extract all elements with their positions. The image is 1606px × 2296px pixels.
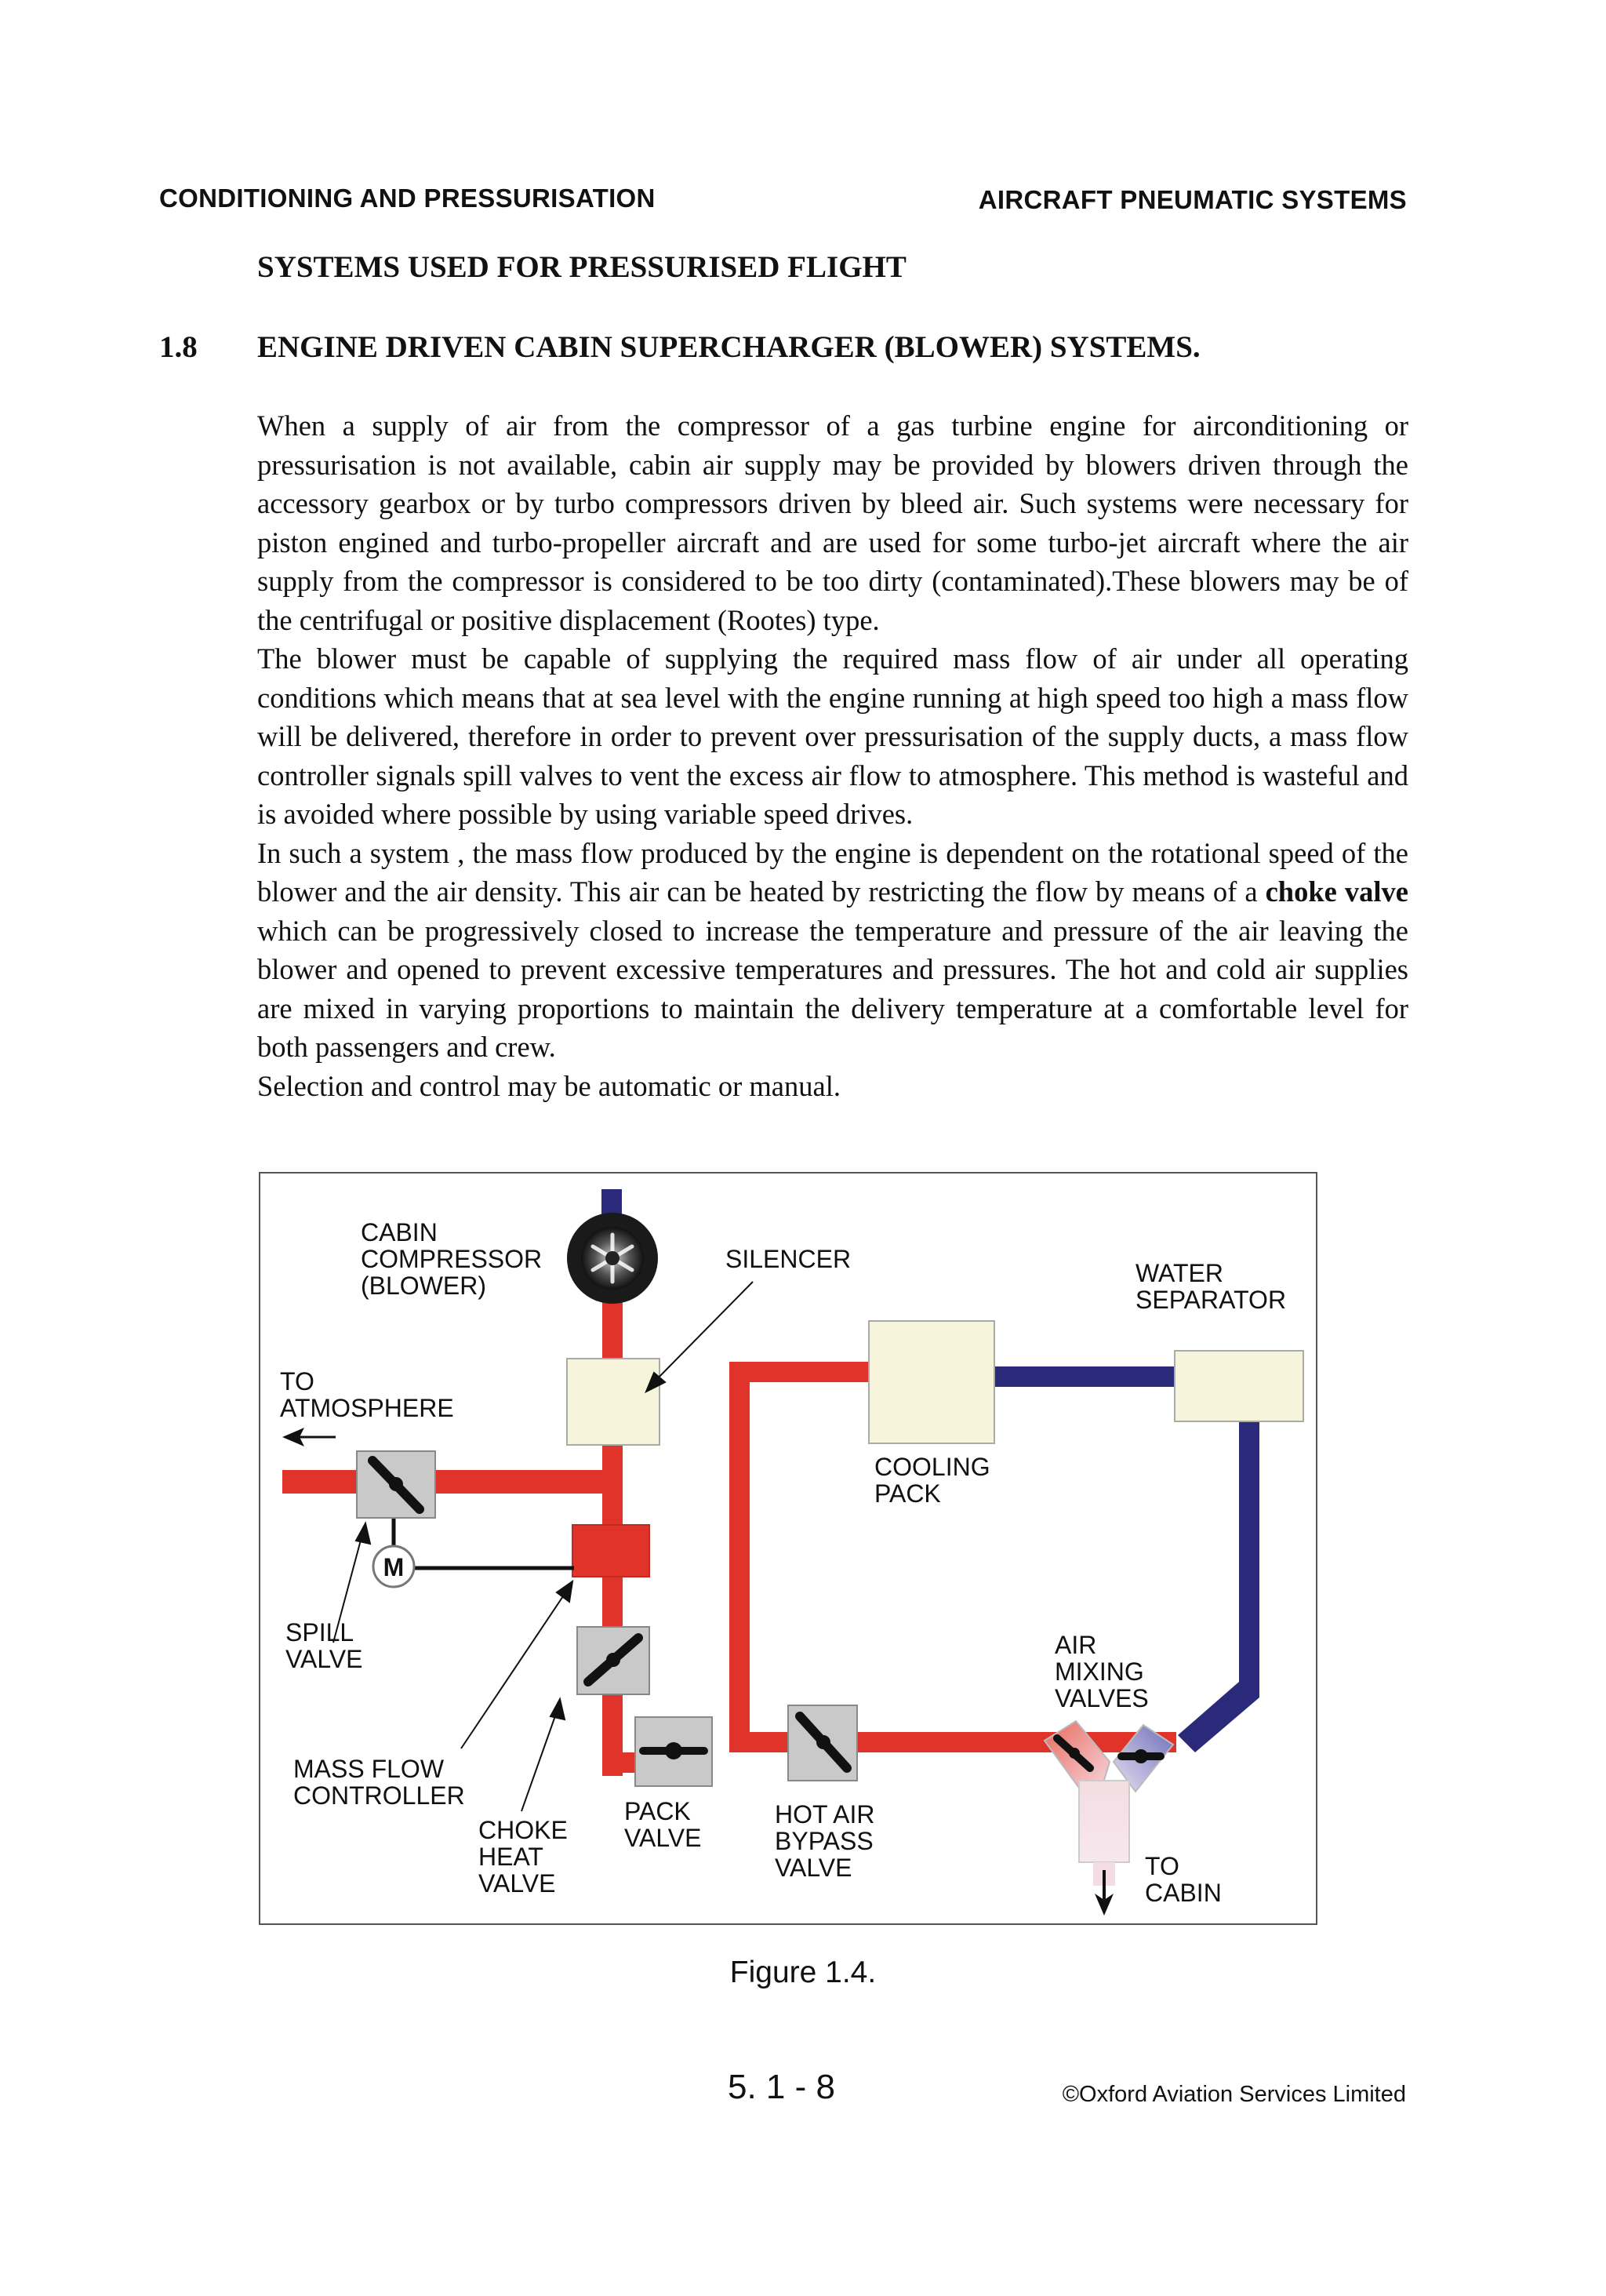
to-cabin-label: TO CABIN [1145,1852,1222,1907]
page-number: 5. 1 - 8 [728,2068,835,2106]
choke-heat-valve [577,1627,649,1694]
figure-diagram [259,1172,1317,1925]
section-title: ENGINE DRIVEN CABIN SUPERCHARGER (BLOWER) SYSTEMS. [257,330,1201,364]
motor-label: M [383,1553,405,1581]
running-header-right: AIRCRAFT PNEUMATIC SYSTEMS [978,185,1407,214]
mass-flow-controller [572,1525,649,1577]
choke-heat-valve-label: CHOKE HEAT VALVE [478,1816,568,1898]
water-separator [1175,1351,1303,1421]
hot-air-bypass-valve-label: HOT AIR BYPASS VALVE [775,1800,875,1882]
figure-caption-text: Figure 1.4. [729,1956,877,1989]
spill-valve [357,1451,435,1518]
blower-fan-icon [567,1213,658,1304]
section-number: 1.8 [159,330,198,364]
motor-icon [373,1546,414,1587]
mass-flow-controller-label: MASS FLOW CONTROLLER [293,1755,465,1810]
cooling-pack [869,1321,994,1443]
system-title: SYSTEMS USED FOR PRESSURISED FLIGHT [257,250,907,284]
to-atmosphere-label: TO ATMOSPHERE [280,1367,454,1422]
water-separator-label: WATER SEPARATOR [1135,1259,1287,1314]
hot-air-bypass-valve [788,1705,857,1781]
body-text [257,406,1408,1105]
pack-valve [635,1717,712,1786]
silencer-label: SILENCER [725,1245,852,1273]
paragraph-2: The blower must be capable of supplying the required mass flow of air under all operating conditions which means that at sea level with the engine running at high speed too high a mass flow will be delivered, therefore in order to prevent over pressurisation of the supply ducts, a mass flow controller signals spill valves to vent the excess air flow to atmosphere. This method is wasteful and is avoided where possible by using variable speed drives. [257,642,1408,830]
spill-valve-label: SPILL VALVE [285,1618,363,1673]
paragraph-3-end: which can be progressively closed to increase the temperature and pressure of the air leaving the blower and opened to prevent excessive temperatures and pressures. The hot and cold air supplies are mixed in varying proportions to maintain the delivery temperature at a comfortable level for both passengers and crew. [257,914,1408,1063]
air-mixing-valves-label: AIR MIXING VALVES [1055,1631,1149,1712]
copyright-notice: ©Oxford Aviation Services Limited [1062,2082,1406,2107]
running-header-left: CONDITIONING AND PRESSURISATION [159,184,656,213]
paragraph-4: Selection and control may be automatic or manual. [257,1069,841,1102]
cooling-pack-label: COOLING PACK [874,1453,990,1508]
paragraph-3 [257,834,1408,1067]
choke-valve-term: choke valve [1265,875,1408,908]
pack-valve-label: PACK VALVE [624,1797,702,1852]
paragraph-1: When a supply of air from the compressor of a gas turbine engine for airconditioning or pressurisation is not available, cabin air supply may be provided by blowers driven through the accessory gearbox or by turbo compressors driven by bleed air. Such systems were necessary for piston engined and turbo-propeller aircraft and are used for some turbo-jet aircraft where the air supply from the compressor is considered to be too dirty (contaminated).These blowers may be of the centrifugal or positive displacement (Rootes) type. [257,409,1408,636]
figure-caption [0,1956,1606,1990]
cabin-compressor-label: CABIN COMPRESSOR (BLOWER) [361,1218,543,1300]
silencer [567,1359,659,1445]
paragraph-3-start: In such a system , the mass flow produced by the engine is dependent on the rotational speed of the blower and the air density. This air can be heated by restricting the flow by means of a [257,836,1408,908]
